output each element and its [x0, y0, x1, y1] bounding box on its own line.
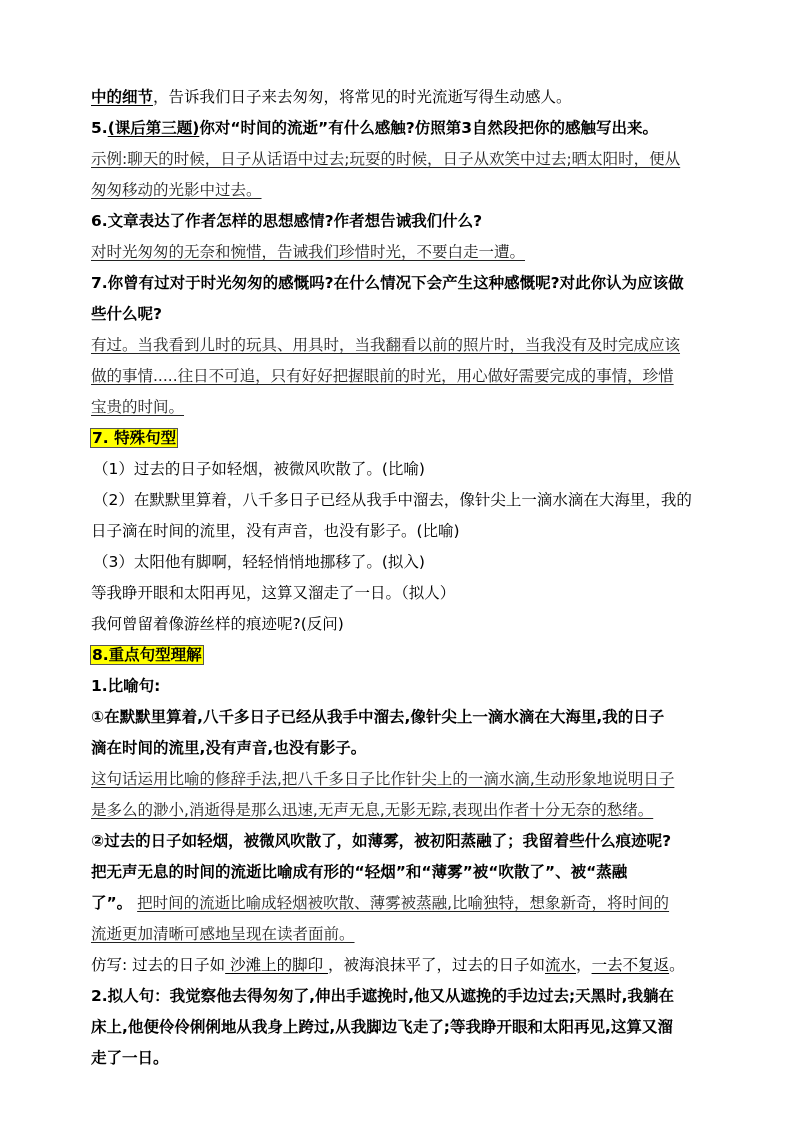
question-number: 5. [91, 119, 108, 137]
underlined-phrase: 中的细节 [91, 88, 154, 106]
answer-text: 做的事情.....往日不可追，只有好好把握眼前的时光，用心做好需要完成的事情，珍惜 [91, 367, 674, 385]
answer-text: 宝贵的时间。 [91, 398, 185, 416]
sentence-1: （1）过去的日子如轻烟，被微风吹散了。(比喻) [93, 460, 425, 478]
subheading-metaphor: 1.比喻句: [91, 677, 161, 695]
question-source: (课后第三题) [107, 119, 200, 137]
filled-blank: 一去不复返 [591, 956, 670, 974]
text-span: 。 [669, 956, 685, 974]
question-7: 7.你曾有过对于时光匆匆的感慨吗?在什么情况下会产生这种感慨呢?对此你认为应该做 [91, 274, 684, 292]
answer-text: 对时光匆匆的无奈和惋惜，告诫我们珍惜时光，不要白走一遭。 [91, 243, 526, 261]
question-text: 你对“时间的流逝”有什么感触?仿照第3自然段把你的感触写出来。 [199, 119, 659, 137]
question-5 [91, 113, 706, 144]
answer-text: 有过。当我看到儿时的玩具、用具时，当我翻看以前的照片时，当我没有及时完成应该 [91, 336, 681, 354]
answer-line [91, 330, 706, 361]
analysis-line [91, 764, 706, 795]
answer-text: 示例:聊天的时候，日子从话语中过去;玩耍的时候，日子从欢笑中过去;晒太阳时，便从 [91, 150, 681, 168]
subheading-personification: 2.拟人句：我觉察他去得匆匆了,伸出手遮挽时,他又从遮挽的手边过去;天黑时,我躺在 [91, 987, 675, 1005]
sentence-2-cont: 日子滴在时间的流里，没有声音，也没有影子。(比喻) [91, 522, 460, 540]
analysis-text: 这句话运用比喻的修辞手法,把八千多日子比作针尖上的一滴水滴,生动形象地说明日子 [91, 770, 675, 788]
analysis-line [91, 888, 706, 919]
answer-line [91, 361, 706, 392]
imitation-line [91, 950, 706, 981]
text-span: ，告诉我们日子来去匆匆，将常见的时光流逝写得生动感人。 [153, 88, 572, 106]
analysis-line [91, 919, 706, 950]
question-6: 6.文章表达了作者怎样的思想感情?作者想告诫我们什么? [91, 212, 483, 230]
text-span: 了”。 [91, 894, 133, 912]
analysis-line [91, 795, 706, 826]
text-span: ，被海浪抹平了，过去的日子如 [328, 956, 546, 974]
answer-line [91, 144, 706, 175]
analysis-text: 流逝更加清晰可感地呈现在读者面前。 [91, 925, 355, 943]
highlighted-heading: 8.重点句型理解 [92, 646, 202, 664]
answer-line [91, 237, 706, 268]
answer-line [91, 175, 706, 206]
section-heading-8 [91, 640, 706, 671]
sentence-2: （2）在默默里算着，八千多日子已经从我手中溜去，像针尖上一滴水滴在大海里，我的 [93, 491, 692, 509]
filled-blank: 流水 [545, 956, 577, 974]
answer-text: 匆匆移动的光影中过去。 [91, 181, 262, 199]
example-sentence-cont: 把无声无息的时间的流逝比喻成有形的“轻烟”和“薄雾”被“吹散了”、被“蒸融 [91, 863, 628, 881]
text-line [91, 82, 706, 113]
sentence-5: 我何曾留着像游丝样的痕迹呢?(反问) [91, 615, 344, 633]
highlighted-heading: 7. 特殊句型 [92, 429, 177, 447]
text-span: ， [576, 956, 592, 974]
answer-line [91, 392, 706, 423]
sentence-3: （3）太阳他有脚啊，轻轻悄悄地挪移了。(拟入) [93, 553, 425, 571]
question-7-cont: 些什么呢? [91, 305, 162, 323]
example-sentence: ②过去的日子如轻烟，被微风吹散了，如薄雾，被初阳蒸融了；我留着些什么痕迹呢? [91, 832, 672, 850]
example-sentence-cont: 滴在时间的流里,没有声音,也没有影子。 [91, 739, 367, 757]
filled-blank: 沙滩上的脚印 [225, 956, 329, 974]
section-heading-7 [91, 423, 706, 454]
example-sentence: ①在默默里算着,八千多日子已经从我手中溜去,像针尖上一滴水滴在大海里,我的日子 [91, 708, 665, 726]
sentence-4: 等我睁开眼和太阳再见，这算又溜走了一日。（拟人） [91, 584, 456, 602]
example-sentence-cont: 床上,他便伶伶俐俐地从我身上跨过,从我脚边飞走了;等我睁开眼和太阳再见,这算又溜 [91, 1018, 673, 1036]
analysis-text: 把时间的流逝比喻成轻烟被吹散、薄雾被蒸融,比喻独特，想象新奇，将时间的 [137, 894, 670, 912]
analysis-text: 是多么的渺小,消逝得是那么迅速,无声无息,无影无踪,表现出作者十分无奈的愁绪。 [91, 801, 654, 819]
example-sentence-cont: 走了一日。 [91, 1049, 169, 1067]
text-span: 仿写: 过去的日子如 [91, 956, 226, 974]
